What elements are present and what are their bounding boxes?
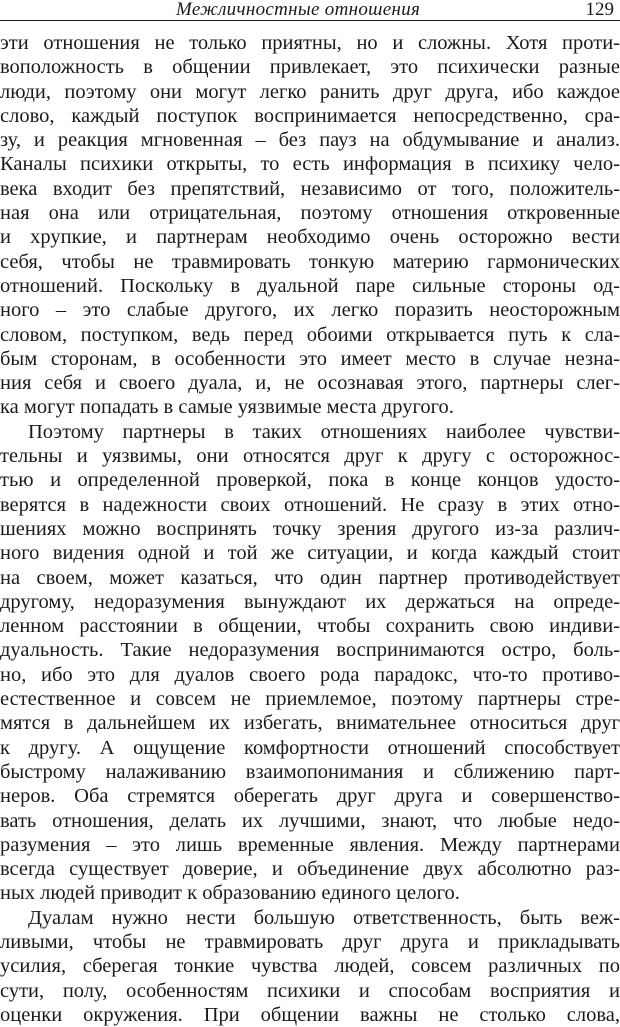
paragraph: [0, 906, 620, 1027]
body-text: [0, 31, 620, 1027]
page-number: 129: [585, 0, 614, 20]
text-line: ная она или отрицательная, поэтому отношения откровенные: [0, 202, 620, 225]
text-line: мятся в дальнейшем их избегать, внимательнее относиться друг: [0, 712, 620, 735]
text-line: ка могут попадать в самые уязвимые места другого.: [0, 396, 454, 419]
text-line: тельны и уязвимы, они относятся друг к другу с осторожнос-: [0, 445, 620, 468]
text-line: эти отношения не только приятны, но и сложны. Хотя проти-: [0, 32, 620, 54]
text-line: неров. Оба стремятся оберегать друг друга и совершенство-: [0, 785, 620, 808]
text-line: но, ибо это для дуалов своего рода парадокс, что-то противо-: [0, 663, 620, 686]
text-line: разумения – это лишь временные явления. Между партнерами: [0, 833, 620, 856]
text-line: воположность в общении привлекает, это психически разные: [0, 56, 620, 79]
text-line: дуальность. Такие недоразумения воспринимаются остро, боль-: [0, 639, 620, 662]
running-header: [0, 0, 620, 22]
text-line: ного видения одной и той же ситуации, и когда каждый стоит: [0, 542, 620, 565]
text-line: Поэтому партнеры в таких отношениях наиболее чувстви-: [28, 420, 620, 443]
text-line: Дуалам нужно нести большую ответственность, быть веж-: [28, 906, 620, 929]
text-line: на своем, может казаться, что один партнер противодействует: [0, 566, 620, 589]
text-line: отношений. Поскольку в дуальной паре сильные стороны од-: [0, 274, 620, 297]
text-line: ния себя и своего дуала, и, не осознавая этого, партнеры слег-: [0, 372, 620, 395]
text-line: ливыми, чтобы не травмировать друг друга и прикладывать: [0, 930, 620, 953]
text-line: всегда существует доверие, и объединение двух абсолютно раз-: [0, 858, 620, 881]
header-rule: [0, 20, 620, 21]
text-line: шениях можно воспринять точку зрения другого из-за различ-: [0, 517, 620, 540]
text-line: естественное и совсем не приемлемое, поэтому партнеры стре-: [0, 688, 620, 711]
text-line: века входит без препятствий, независимо от того, положитель-: [0, 177, 620, 200]
text-line: усилия, сберегая тонкие чувства людей, совсем различных по: [0, 955, 620, 978]
text-line: и хрупкие, и партнерам необходимо очень осторожно вести: [0, 226, 620, 249]
text-line: люди, поэтому они могут легко ранить друг друга, ибо каждое: [0, 80, 620, 103]
text-line: верятся в надежности своих отношений. Не сразу в этих отно-: [0, 493, 620, 516]
text-line: ленном расстоянии в общении, чтобы сохранить свою индиви-: [0, 615, 620, 638]
text-line: Каналы психики открыты, то есть информация в психику чело-: [0, 153, 620, 176]
text-line: зу, и реакция мгновенная – без пауз на обдумывание и анализ.: [0, 129, 620, 152]
text-line: тью и определенной проверкой, пока в конце концов удосто-: [0, 469, 620, 492]
text-line: быстрому налаживанию взаимопонимания и сближению парт-: [0, 760, 620, 783]
text-line: себя, чтобы не травмировать тонкую материю гармонических: [0, 250, 620, 273]
text-line: бым сторонам, в особенности это имеет место в случае незна-: [0, 347, 620, 370]
text-line: сути, полу, особенностям психики и способам восприятия и: [0, 979, 620, 1002]
text-line: оценки окружения. При общении важны не столько слова,: [0, 1003, 620, 1026]
text-line: другому, недоразумения вынуждают их держаться на опреде-: [0, 590, 620, 613]
text-line: словом, поступком, ведь перед обоими открывается путь к сла-: [0, 323, 620, 346]
paragraph: [0, 420, 620, 906]
text-line: к другу. А ощущение комфортности отношений способствует: [0, 736, 620, 759]
running-title: Межличностные отношения: [176, 0, 421, 20]
text-line: ных людей приводит к образованию единого целого.: [0, 882, 460, 905]
text-line: вать отношения, делать их лучшими, знают, что любые недо-: [0, 809, 620, 832]
text-line: слово, каждый поступок воспринимается непосредственно, сра-: [0, 104, 620, 127]
text-line: ного – это слабые другого, их легко поразить неосторожным: [0, 299, 620, 322]
paragraph: [0, 31, 620, 420]
